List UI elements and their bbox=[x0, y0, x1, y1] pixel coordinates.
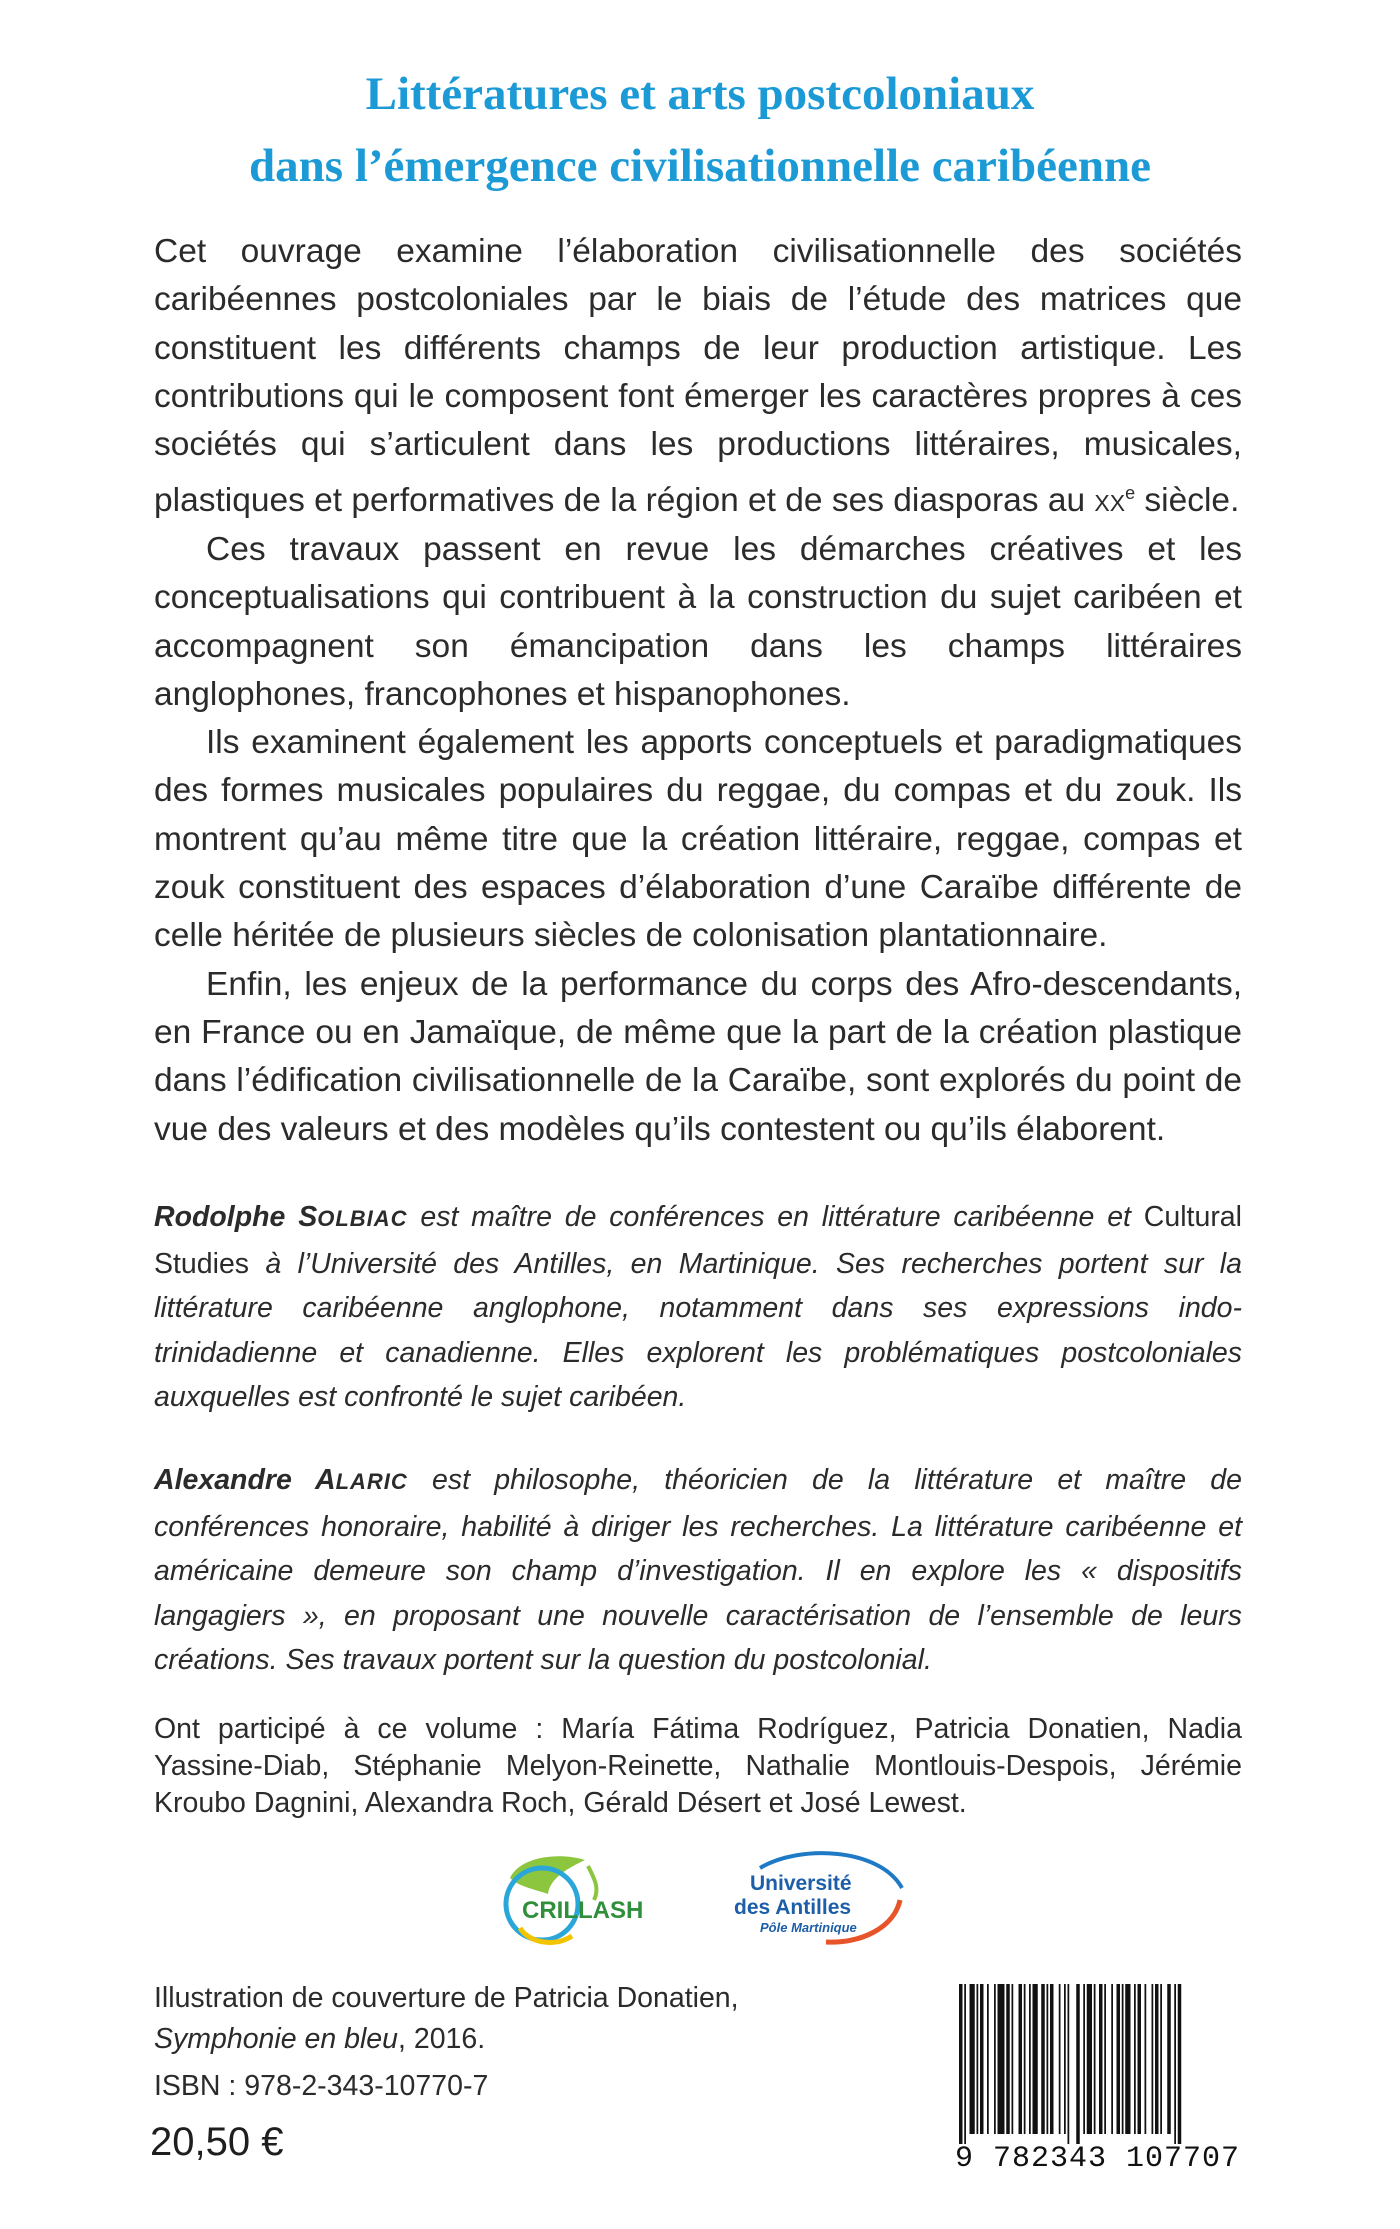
author-first-name: Alexandre bbox=[154, 1464, 315, 1496]
barcode-bar bbox=[1178, 1984, 1182, 2144]
barcode-bar bbox=[977, 1984, 979, 2134]
barcode-bar bbox=[1050, 1984, 1054, 2134]
author-last-rest: LARIC bbox=[335, 1469, 408, 1494]
barcode-number: 9 782343 107707 bbox=[955, 2142, 1241, 2176]
author-last-rest: OLBIAC bbox=[317, 1206, 408, 1231]
barcode-bar bbox=[1167, 1984, 1171, 2134]
author-name-alaric bbox=[154, 1464, 408, 1496]
crillash-logo-text: CRILLASH bbox=[522, 1897, 644, 1924]
barcode-bar bbox=[1122, 1984, 1124, 2134]
summary-paragraph-2: Ces travaux passent en revue les démarches créatives et les conceptualisations qui contribuent à la construction du sujet caribéen et accompagnent son émancipation dans les champs littéraires anglophones, francophones et hispanophones. bbox=[154, 530, 1242, 713]
century-numeral: xx bbox=[1094, 482, 1126, 520]
barcode-bar bbox=[1076, 1984, 1080, 2144]
barcode-bar bbox=[1125, 1984, 1130, 2134]
author-last-initial: S bbox=[298, 1201, 318, 1233]
summary-paragraph-3: Ils examinent également les apports conceptuels et paradigmatiques des formes musicales populaires du reggae, du compas et du zouk. Ils montrent qu’au même titre que la création littéraire, reggae, compas et zouk constituent des espaces d’élaboration d’une Caraïbe différente de celle héritée de plusieurs siècles de colonisation plantationnaire. bbox=[154, 724, 1242, 955]
barcode-bar bbox=[1145, 1984, 1147, 2134]
barcode-bar bbox=[1155, 1984, 1159, 2134]
author-first-name: Rodolphe bbox=[154, 1201, 299, 1233]
barcode-bar bbox=[1029, 1984, 1031, 2134]
barcode-bar bbox=[1033, 1984, 1038, 2134]
title-line-1: Littératures et arts postcoloniaux bbox=[365, 68, 1035, 120]
bio1-text-a: est maître de conférences en littérature caribéenne et bbox=[407, 1201, 1144, 1233]
barcode-bar bbox=[1111, 1984, 1113, 2134]
price: 20,50 € bbox=[150, 2120, 284, 2164]
barcode-bar bbox=[987, 1984, 989, 2134]
barcode-bars bbox=[955, 1984, 1243, 2144]
author-bio-alaric bbox=[154, 1458, 1242, 1683]
barcode-bar bbox=[1160, 1984, 1162, 2134]
barcode-bar bbox=[959, 1984, 963, 2144]
barcode-bar bbox=[1099, 1984, 1103, 2134]
summary-p1-end: siècle. bbox=[1135, 482, 1240, 520]
credit-work-title: Symphonie en bleu bbox=[154, 2023, 399, 2055]
barcode-bar bbox=[1083, 1984, 1085, 2134]
barcode-bar bbox=[1041, 1984, 1045, 2134]
summary-paragraph-1 bbox=[154, 228, 1242, 526]
bio1-roman: Cultural Studies bbox=[154, 1201, 1242, 1280]
barcode-bar bbox=[1006, 1984, 1010, 2134]
bio1-text-b: à l’Université des Antilles, en Martinique. Ses recherches portent sur la littérature caribéenne anglophone, notamment dans ses expressions indo-trinidadienne et canadienne. Elles explorent les problématiques postcoloniales auxquelles est confronté le sujet caribéen. bbox=[154, 1247, 1242, 1413]
author-last-initial: A bbox=[314, 1464, 336, 1496]
partner-logos bbox=[490, 1848, 910, 1958]
bio2-text: est philosophe, théoricien de la littérature et maître de conférences honoraire, habilité à diriger les recherches. La littérature caribéenne et américaine demeure son champ d’investigation. Il en explore les « dispositifs langagiers », en proposant une nouvelle caractérisation de l’ensemble de leurs créations. Ses travaux portent sur la question du postcolonial. bbox=[154, 1464, 1243, 1676]
barcode-bar bbox=[1138, 1984, 1142, 2134]
barcode-bar bbox=[1117, 1984, 1121, 2134]
barcode-bar bbox=[980, 1984, 984, 2134]
barcode-bar bbox=[1152, 1984, 1154, 2134]
barcode-bar bbox=[1134, 1984, 1136, 2134]
barcode-bar bbox=[1047, 1984, 1049, 2134]
contributors-list: Ont participé à ce volume : María Fátima Rodríguez, Patricia Donatien, Nadia Yassine-Diab, Stéphanie Melyon-Reinette, Nathalie Montlouis-Despois, Jérémie Kroubo Dagnini, Alexandra Roch, Gérald Désert et José Lewest. bbox=[154, 1713, 1242, 1819]
barcode-bar bbox=[1012, 1984, 1014, 2134]
barcode-bar bbox=[964, 1984, 966, 2144]
isbn: ISBN : 978-2-343-10770-7 bbox=[154, 2070, 489, 2102]
century-superscript: e bbox=[1125, 483, 1136, 504]
barcode-bar bbox=[970, 1984, 975, 2134]
barcode-bar bbox=[994, 1984, 996, 2134]
book-title bbox=[0, 58, 1400, 202]
barcode-bar bbox=[1104, 1984, 1106, 2134]
barcode-bar bbox=[1024, 1984, 1026, 2134]
ua-logo-line-2: des Antilles bbox=[734, 1896, 852, 1919]
barcode-bar bbox=[1068, 1984, 1070, 2144]
summary-p1-text: Cet ouvrage examine l’élaboration civilisationnelle des sociétés caribéennes postcoloniales par le biais de l’étude des matrices que constituent les différents champs de leur production artistique. Les contributions qui le composent font émerger les caractères propres à ces sociétés qui s’articulent dans les productions littéraires, musicales, plastiques et performatives de la région et de ses diasporas au bbox=[154, 233, 1242, 520]
title-line-2: dans l’émergence civilisationnelle caribéenne bbox=[249, 140, 1151, 192]
barcode-bar bbox=[1094, 1984, 1096, 2134]
barcode-bar bbox=[998, 1984, 1005, 2134]
barcode-bar bbox=[1059, 1984, 1061, 2134]
barcode-bar bbox=[1087, 1984, 1092, 2134]
cover-illustration-credit bbox=[154, 1978, 774, 2060]
barcode-bar bbox=[1064, 1984, 1066, 2134]
barcode-bar bbox=[1019, 1984, 1023, 2134]
credit-year: , 2016. bbox=[398, 2023, 486, 2055]
ua-logo-line-1: Université bbox=[750, 1872, 852, 1895]
credit-line-1: Illustration de couverture de Patricia Donatien, bbox=[154, 1982, 739, 2014]
universite-antilles-logo bbox=[730, 1848, 910, 1948]
summary-paragraph-4: Enfin, les enjeux de la performance du corps des Afro-descendants, en France ou en Jamaïque, de même que la part de la création plastique dans l’édification civilisationnelle de la Caraïbe, sont explorés du point de vue des valeurs et des modèles qu’ils contestent ou qu’ils élaborent. bbox=[154, 965, 1242, 1148]
back-cover-summary bbox=[154, 228, 1242, 1154]
author-bio-solbiac bbox=[154, 1195, 1242, 1420]
author-name-solbiac bbox=[154, 1201, 408, 1233]
crillash-logo bbox=[490, 1848, 660, 1958]
barcode-bar bbox=[1174, 1984, 1176, 2144]
ua-logo-line-3: Pôle Martinique bbox=[760, 1920, 857, 1935]
